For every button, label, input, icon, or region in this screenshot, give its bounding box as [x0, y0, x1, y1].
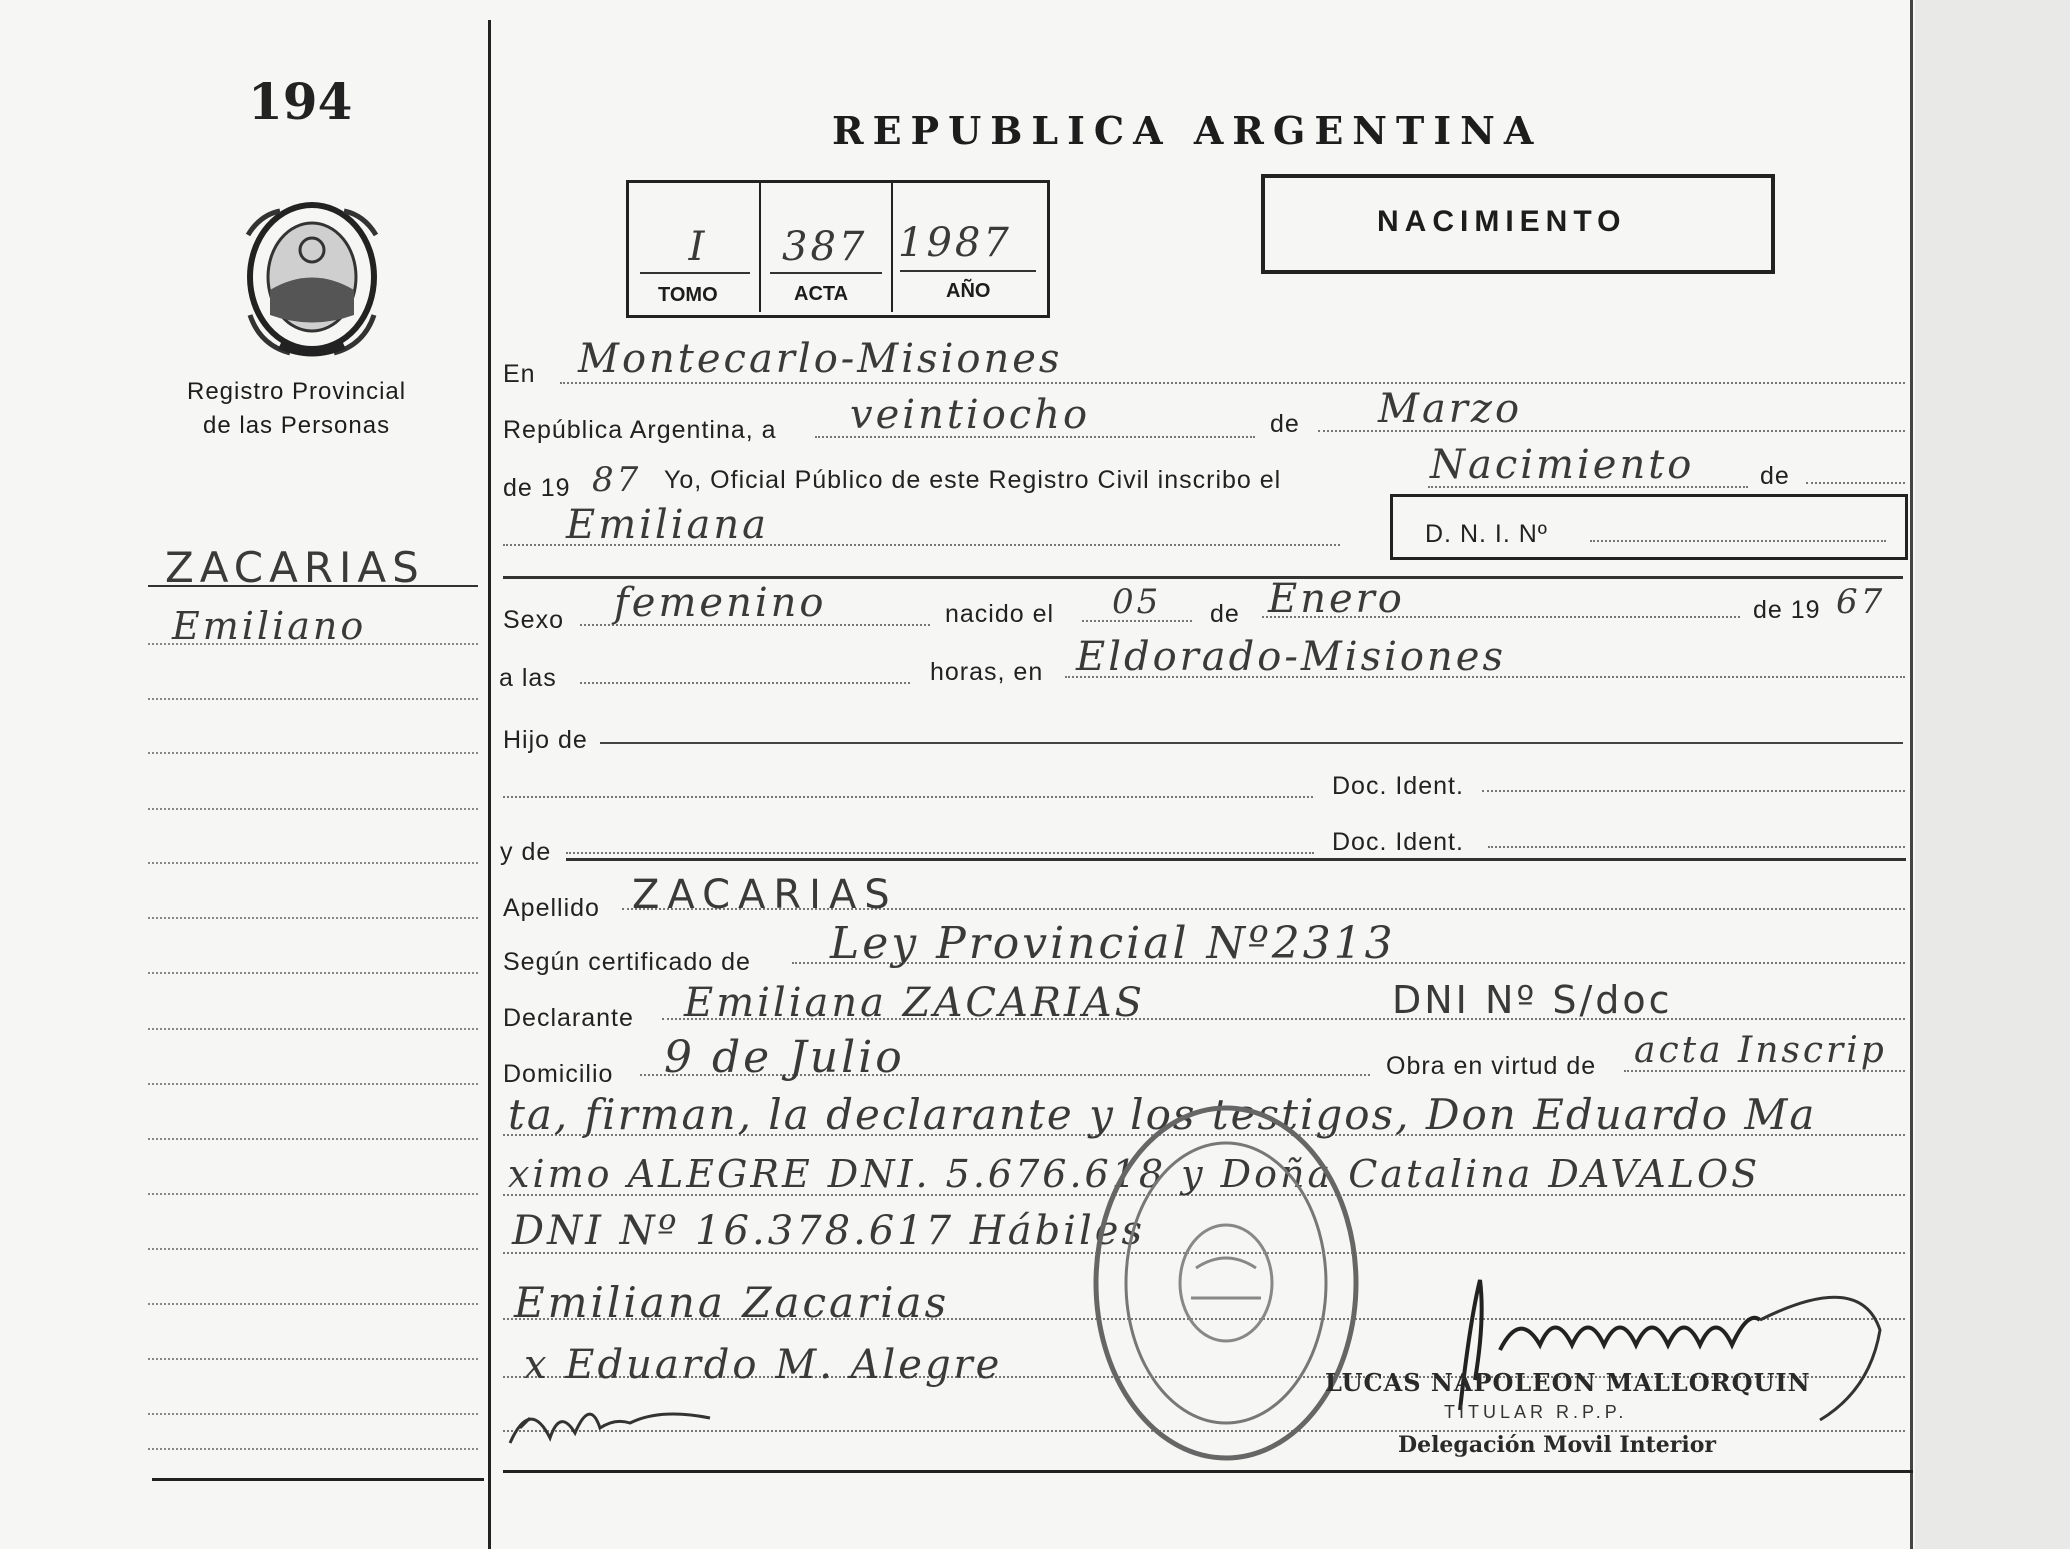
declarante-label: Declarante [503, 1004, 634, 1032]
domicilio-value: 9 de Julio [664, 1032, 905, 1083]
acta-label: ACTA [794, 283, 849, 305]
a-las-label: a las [499, 664, 557, 692]
obra-label: Obra en virtud de [1386, 1052, 1597, 1080]
registry-name-line2: de las Personas [203, 412, 391, 439]
month-value: Marzo [1378, 386, 1523, 432]
horas-label: horas, en [930, 658, 1044, 686]
apellido-value: ZACARIAS [632, 872, 898, 918]
sexo-value: femenino [614, 580, 827, 626]
day-value: veintiocho [850, 392, 1091, 438]
lugar-value: Eldorado-Misiones [1076, 634, 1506, 680]
name-value: Emiliana [566, 502, 769, 548]
doc-ident-label-2: Doc. Ident. [1332, 828, 1464, 856]
segun-label: Según certificado de [503, 948, 751, 976]
inscribo-value: Nacimiento [1430, 442, 1695, 488]
tomo-value: I [688, 224, 708, 270]
en-label: En [503, 360, 536, 388]
form-bottom-rule [503, 1470, 1913, 1473]
year-value: 87 [592, 460, 642, 500]
signature-declarante: Emiliana Zacarias [514, 1278, 950, 1327]
en-value: Montecarlo-Misiones [578, 336, 1063, 382]
margin-surname: ZACARIAS [165, 543, 425, 592]
country-title: REPUBLICA ARGENTINA [832, 108, 1543, 153]
ano-value: 1987 [898, 220, 1012, 266]
apellido-label: Apellido [503, 894, 600, 922]
continuation-line-2: ximo ALEGRE DNI. 5.676.618 y Doña Catalina DAVALOS [508, 1152, 1761, 1196]
hijo-label: Hijo de [503, 726, 588, 754]
margin-surname-underline [148, 585, 478, 587]
nacido-year: 67 [1836, 582, 1886, 622]
registry-name-line1: Registro Provincial [187, 378, 407, 405]
margin-divider [488, 20, 491, 1549]
witness-signature-scribble-icon [500, 1388, 740, 1458]
de-label: de [1270, 410, 1300, 438]
declarante-value: Emiliana ZACARIAS [684, 980, 1146, 1026]
y-de-label: y de [500, 838, 552, 866]
nacido-month: Enero [1268, 576, 1405, 622]
year-prefix: de 19 [503, 474, 571, 502]
sexo-label: Sexo [503, 606, 564, 634]
segun-value: Ley Provincial Nº2313 [830, 918, 1396, 969]
continuation-line-1: ta, firman, la declarante y los testigos, Don Eduardo Ma [508, 1090, 1817, 1139]
dni-label: D. N. I. Nº [1425, 520, 1548, 548]
record-type: NACIMIENTO [1377, 205, 1627, 238]
continuation-line-3: DNI Nº 16.378.617 Hábiles [512, 1208, 1145, 1254]
nacido-de-label: de [1210, 600, 1240, 628]
page-number: 194 [248, 72, 353, 131]
margin-given-name: Emiliano [172, 604, 367, 648]
ano-label: AÑO [946, 280, 991, 302]
margin-bottom-rule [152, 1478, 484, 1481]
page-right-border [1910, 0, 1913, 1549]
nacido-day: 05 [1112, 582, 1162, 622]
official-office: Delegación Movil Interior [1398, 1432, 1716, 1458]
official-title: TITULAR R.P.P. [1444, 1402, 1628, 1422]
official-stamp-icon [1086, 1098, 1366, 1468]
obra-value: acta Inscrip [1634, 1030, 1887, 1071]
nacido-label: nacido el [945, 600, 1055, 628]
tomo-label: TOMO [658, 284, 718, 306]
official-name: LUCAS NAPOLEON MALLORQUIN [1325, 1368, 1811, 1397]
republica-label: República Argentina, a [503, 416, 777, 444]
province-seal-icon [240, 195, 385, 360]
nacido-year-prefix: de 19 [1753, 596, 1821, 624]
yo-label: Yo, Oficial Público de este Registro Civil inscribo el [664, 466, 1282, 494]
doc-ident-label-1: Doc. Ident. [1332, 772, 1464, 800]
de-label-2: de [1760, 462, 1790, 490]
page-edge [1915, 0, 2070, 1549]
declarante-doc: DNI Nº S/doc [1392, 978, 1673, 1022]
domicilio-label: Domicilio [503, 1060, 614, 1088]
acta-value: 387 [782, 224, 868, 270]
signature-witness: x Eduardo M. Alegre [524, 1342, 1003, 1388]
